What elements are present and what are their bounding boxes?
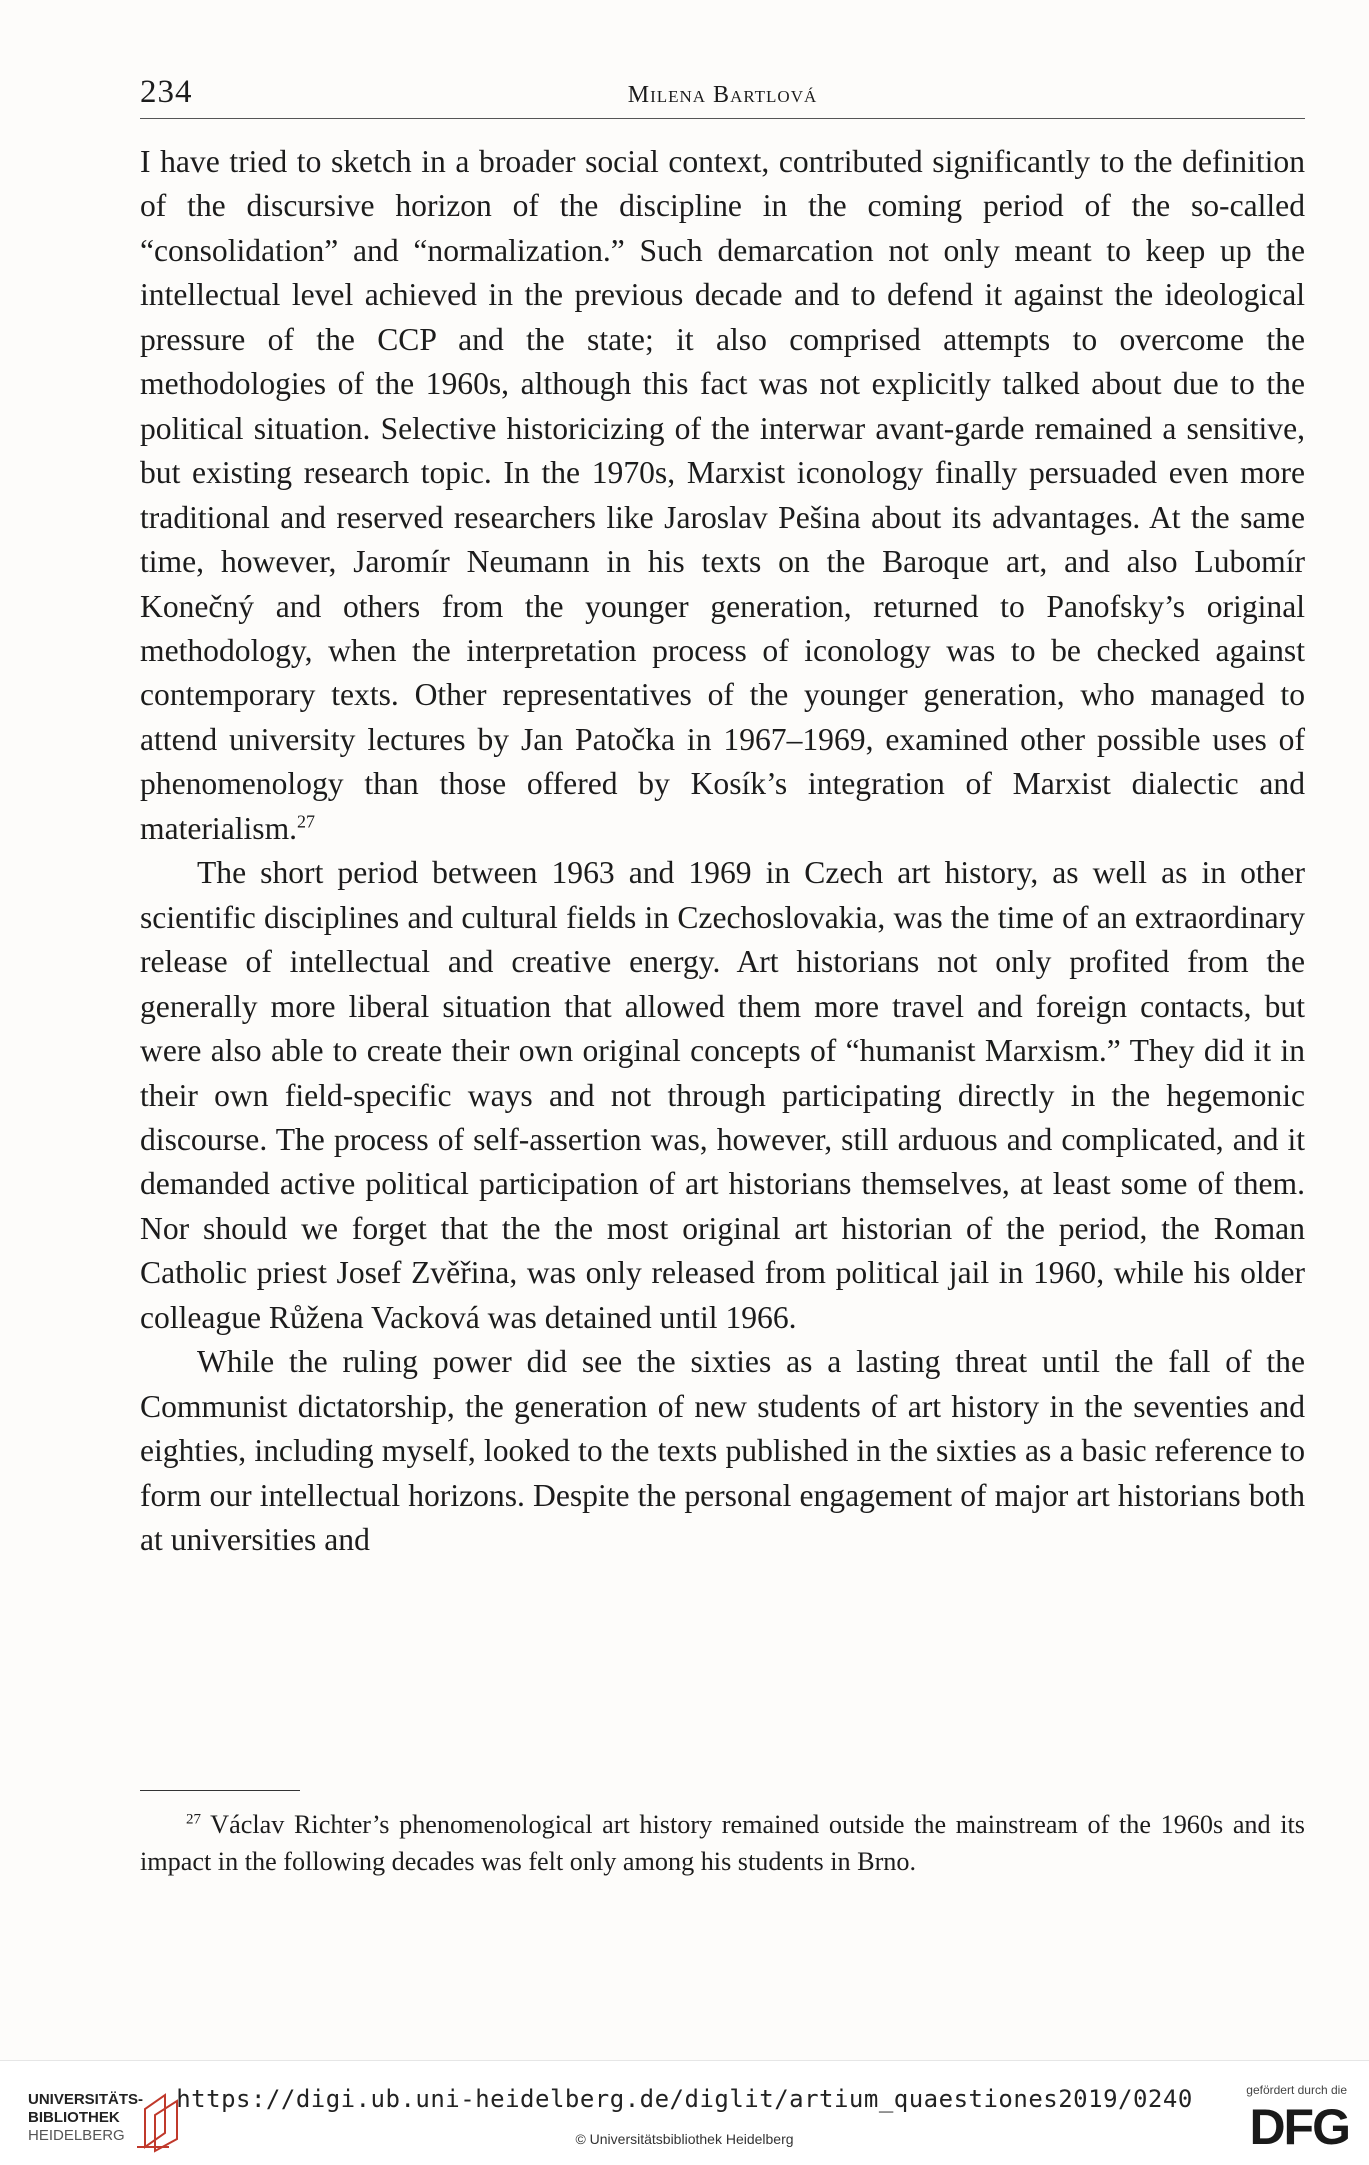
footnote-divider	[140, 1790, 300, 1791]
library-name-line3: HEIDELBERG	[28, 2127, 125, 2144]
main-text	[140, 140, 1305, 1563]
copyright-notice: © Universitätsbibliothek Heidelberg	[575, 2131, 794, 2147]
paragraph-1	[140, 140, 1305, 851]
footnote-text: Václav Richter’s phenomenological art history remained outside the mainstream of the 1960s and its impact in the following decades was felt only among his students in Brno.	[140, 1810, 1305, 1877]
paragraph-1-text: I have tried to sketch in a broader social context, contributed significantly to the definition of the discursive horizon of the discipline in the coming period of the so-called “consolidation” and “normalization.” Such demarcation not only meant to keep up the intellectual level achieved in the previous decade and to defend it against the ideological pressure of the CCP and the state; it also comprised attempts to overcome the methodologies of the 1960s, although this fact was not explicitly talked about due to the political situation. Selective historicizing of the interwar avant-garde remained a sensitive, but existing research topic. In the 1970s, Marxist iconology finally persuaded even more traditional and reserved researchers like Jaroslav Pešina about its advantages. At the same time, however, Jaromír Neumann in his texts on the Baroque art, and also Lubomír Konečný and others from the younger generation, returned to Panofsky’s original methodology, when the interpretation process of iconology was to be checked against contemporary texts. Other representatives of the younger generation, who managed to attend university lectures by Jan Patočka in 1967–1969, examined other possible uses of phenomenology than those offered by Kosík’s integration of Marxist dialectic and materialism.	[140, 144, 1305, 846]
funder-note: gefördert durch die	[1246, 2083, 1347, 2097]
page-url[interactable]: https://digi.ub.uni-heidelberg.de/diglit/artium_quaestiones2019/0240	[176, 2085, 1193, 2113]
footnote-number: 27	[186, 1811, 201, 1828]
footnote-reference[interactable]: 27	[297, 811, 316, 832]
paragraph-3: While the ruling power did see the sixties as a lasting threat until the fall of the Communist dictatorship, the generation of new students of art history in the seventies and eighties, including myself, looked to the texts published in the sixties as a basic reference to form our intellectual horizons. Despite the personal engagement of major art historians both at universities and	[140, 1344, 1305, 1558]
dfg-logo: DFG	[1249, 2099, 1349, 2155]
library-name-line1: UNIVERSITÄTS-	[28, 2091, 144, 2108]
digitization-footer	[0, 2060, 1369, 2165]
library-name-line2: BIBLIOTHEK	[28, 2109, 120, 2126]
footnote	[140, 1806, 1305, 1880]
running-head: Milena Bartlová	[627, 82, 818, 108]
paragraph-2: The short period between 1963 and 1969 in Czech art history, as well as in other scientific disciplines and cultural fields in Czechoslovakia, was the time of an extraordinary release of intellectual and creative energy. Art historians not only profited from the generally more liberal situation that allowed them more travel and foreign contacts, but were also able to create their own original concepts of “humanist Marxism.” They did it in their own field-specific ways and not through participating directly in the hegemonic discourse. The process of self-assertion was, however, still arduous and complicated, and it demanded active political participation of art historians themselves, at least some of them. Nor should we forget that the the most original art historian of the period, the Roman Catholic priest Josef Zvěřina, was only released from political jail in 1960, while his older colleague Růžena Vacková was detained until 1966.	[140, 855, 1305, 1335]
page-number: 234	[140, 74, 193, 110]
page-header	[140, 74, 1305, 119]
